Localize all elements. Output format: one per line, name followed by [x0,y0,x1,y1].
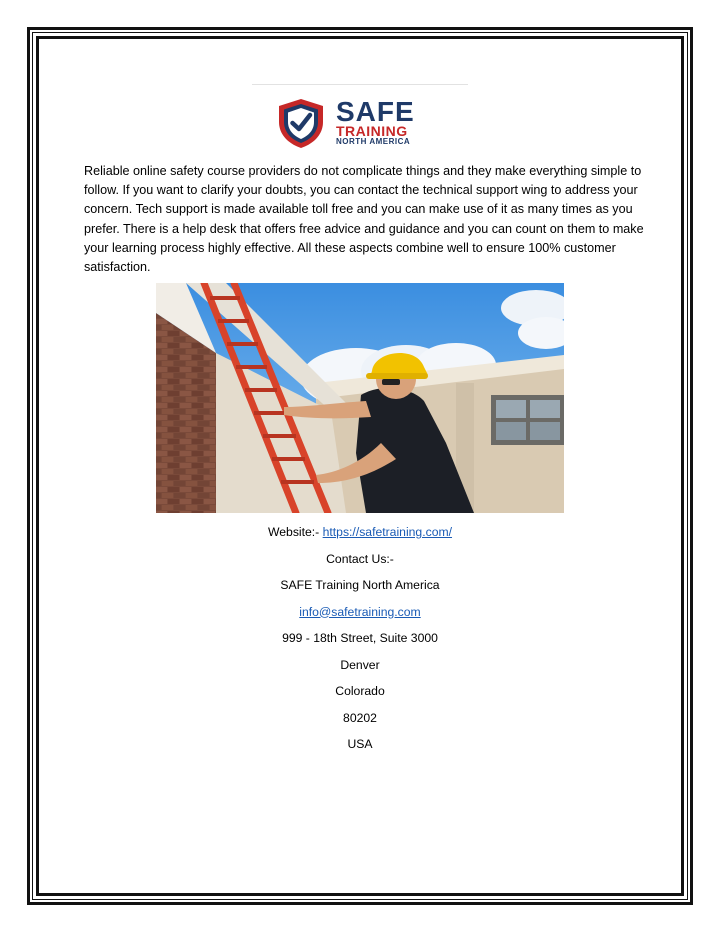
photo-illustration [156,283,564,513]
website-line [0,522,720,549]
street-address: 999 - 18th Street, Suite 3000 [282,631,438,645]
website-label: Website:- [267,525,323,539]
company-name: SAFE Training North America [280,578,440,592]
country: USA [347,737,373,751]
shield-check-icon [274,96,328,150]
logo-wordmark-safe: SAFE [336,96,415,127]
website-link[interactable]: https://safetraining.com/ [322,525,453,539]
contact-block [0,522,720,761]
logo-wordmark-training: TRAINING [336,123,408,139]
safe-training-logo [274,96,434,150]
body-paragraph: Reliable online safety course providers do not complicate things and they make everything simple to follow. If you want to clarify your doubts, you can contact the technical support wing to address your concern. Tech support is made available toll free and you can make use of it as many times as you prefer. There is a help desk that offers free advice and guidance and you can count on them to make your learning process highly effective. All these aspects combine well to ensure 100% customer satisfaction. [84,164,644,275]
city: Denver [340,657,380,672]
zip-code: 80202 [343,710,377,725]
header-rule [252,84,468,85]
email-link[interactable]: info@safetraining.com [299,604,421,619]
contact-us-label: Contact Us:- [326,551,394,566]
state: Colorado [335,684,385,698]
worker-on-ladder-photo [156,283,564,513]
logo-wordmark-north-america: NORTH AMERICA [336,137,411,146]
